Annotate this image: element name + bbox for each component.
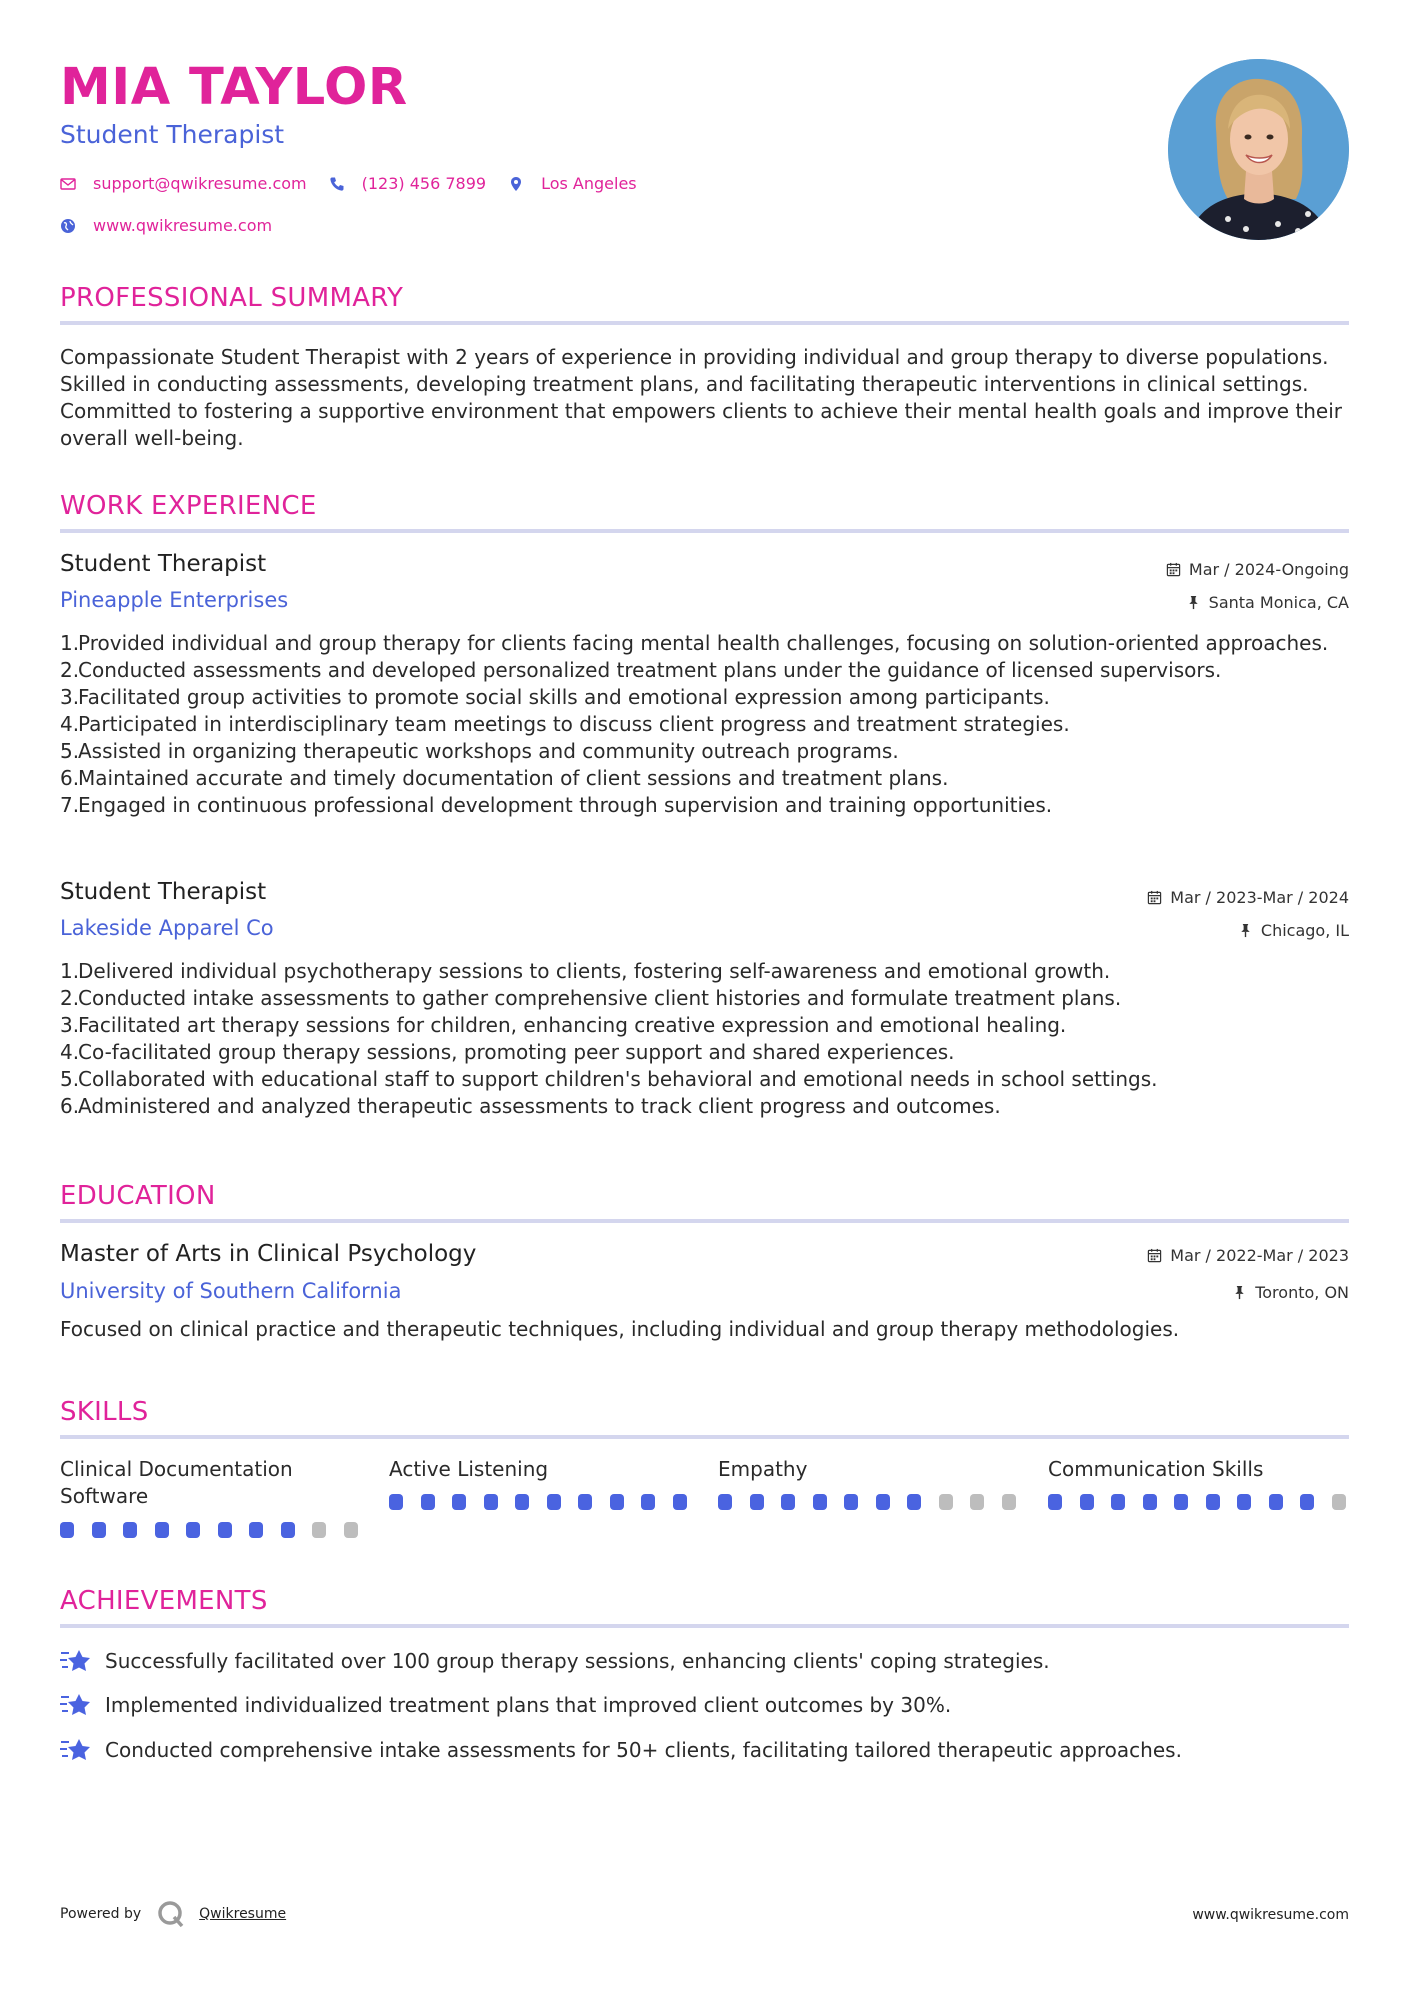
job-location [1186, 593, 1349, 612]
pushpin-icon [1238, 923, 1253, 938]
rating-dot-filled [844, 1494, 858, 1510]
achievement-text: Successfully facilitated over 100 group therapy sessions, enhancing clients' coping strategies. [105, 1649, 1050, 1673]
rating-dot-filled [218, 1522, 232, 1538]
map-pin-icon [508, 176, 524, 192]
rating-dot-filled [1206, 1494, 1220, 1510]
rating-dot-filled [515, 1494, 529, 1510]
skill-name: Empathy [718, 1457, 808, 1481]
rating-dot-empty [939, 1494, 953, 1510]
section-title-achievements: ACHIEVEMENTS [60, 1586, 268, 1616]
job-dates-text: Mar / 2023-Mar / 2024 [1170, 888, 1349, 907]
phone-icon [329, 176, 345, 192]
rating-dot-filled [389, 1494, 403, 1510]
rating-dot-filled [281, 1522, 295, 1538]
section-divider [60, 1624, 1349, 1628]
email-text: support@qwikresume.com [93, 174, 307, 193]
rating-dot-filled [249, 1522, 263, 1538]
rating-dot-filled [1143, 1494, 1157, 1510]
education-location [1232, 1283, 1349, 1302]
section-divider [60, 1219, 1349, 1223]
qwikresume-logo-icon [157, 1900, 185, 1928]
school-name: University of Southern California [60, 1279, 402, 1303]
rating-dot-filled [155, 1522, 169, 1538]
calendar-icon [1147, 1248, 1162, 1263]
website-text: www.qwikresume.com [93, 216, 273, 235]
rating-dot-filled [781, 1494, 795, 1510]
list-item: 3. Facilitated group activities to promote social skills and emotional expression among participants. [60, 685, 1050, 709]
envelope-icon [60, 176, 76, 192]
list-item: 2. Conducted intake assessments to gather comprehensive client histories and formulate treatment plans. [60, 986, 1122, 1010]
job-company: Lakeside Apparel Co [60, 916, 274, 940]
achievement-item [60, 1692, 951, 1718]
skill-name: Communication Skills [1048, 1457, 1264, 1481]
footer-url[interactable]: www.qwikresume.com [1192, 1907, 1349, 1923]
list-item: 2. Conducted assessments and developed personalized treatment plans under the guidance of licensed supervisors. [60, 658, 1222, 682]
section-divider [60, 1435, 1349, 1439]
contact-row-website [60, 216, 294, 235]
rating-dot-filled [750, 1494, 764, 1510]
list-item: 5. Assisted in organizing therapeutic workshops and community outreach programs. [60, 739, 899, 763]
job-bullets [60, 630, 1340, 819]
section-divider [60, 529, 1349, 533]
rating-dot-filled [1300, 1494, 1314, 1510]
section-title-skills: SKILLS [60, 1397, 149, 1427]
star-icon [60, 1648, 92, 1674]
location-text: Los Angeles [541, 174, 637, 193]
rating-dot-filled [186, 1522, 200, 1538]
section-title-work: WORK EXPERIENCE [60, 491, 317, 521]
job-location [1238, 921, 1349, 940]
rating-dot-filled [1080, 1494, 1094, 1510]
list-item: 6. Maintained accurate and timely documentation of client sessions and treatment plans. [60, 766, 949, 790]
contact-location [508, 174, 637, 193]
rating-dot-filled [421, 1494, 435, 1510]
education-description: Focused on clinical practice and therapeutic techniques, including individual and group therapy methodologies. [60, 1317, 1180, 1341]
skill-item [389, 1456, 689, 1483]
section-title-education: EDUCATION [60, 1181, 216, 1211]
job-company: Pineapple Enterprises [60, 588, 289, 612]
rating-dot-filled [1111, 1494, 1125, 1510]
list-item: 3. Facilitated art therapy sessions for children, enhancing creative expression and emotional healing. [60, 1013, 1067, 1037]
rating-dot-empty [344, 1522, 358, 1538]
avatar [1168, 59, 1349, 240]
section-title-summary: PROFESSIONAL SUMMARY [60, 283, 404, 313]
rating-dot-filled [641, 1494, 655, 1510]
skill-rating [389, 1494, 704, 1510]
rating-dot-filled [123, 1522, 137, 1538]
skill-rating [718, 1494, 1033, 1510]
list-item: 5. Collaborated with educational staff to support children's behavioral and emotional needs in school settings. [60, 1067, 1158, 1091]
summary-text: Compassionate Student Therapist with 2 years of experience in providing individual and group therapy to diverse populations. Skilled in conducting assessments, developing treatment plans, and facilitating therapeutic interventions in clinical settings. Committed to fostering a supportive environment that empowers clients to achieve their mental health goals and improve their overall well-being. [60, 345, 1342, 450]
education-dates [1147, 1246, 1349, 1265]
star-icon [60, 1737, 92, 1763]
job-title: Student Therapist [60, 551, 267, 577]
candidate-name: MIA TAYLOR [60, 58, 408, 117]
job-title: Student Therapist [60, 879, 267, 905]
list-item: 1. Provided individual and group therapy for clients facing mental health challenges, focusing on solution-oriented approaches. [60, 631, 1329, 655]
powered-by-label: Powered by [60, 1906, 142, 1922]
job-dates [1166, 560, 1349, 579]
job-bullets [60, 958, 1340, 1120]
pushpin-icon [1232, 1285, 1247, 1300]
phone-text: (123) 456 7899 [361, 174, 487, 193]
section-divider [60, 321, 1349, 325]
skill-rating [60, 1522, 375, 1538]
rating-dot-empty [1332, 1494, 1346, 1510]
contact-website[interactable] [60, 216, 272, 235]
rating-dot-filled [610, 1494, 624, 1510]
rating-dot-filled [1174, 1494, 1188, 1510]
rating-dot-filled [1269, 1494, 1283, 1510]
education-location-text: Toronto, ON [1255, 1283, 1349, 1302]
skill-item [60, 1456, 360, 1510]
rating-dot-empty [312, 1522, 326, 1538]
calendar-icon [1166, 562, 1181, 577]
rating-dot-filled [60, 1522, 74, 1538]
achievement-text: Conducted comprehensive intake assessments for 50+ clients, facilitating tailored therapeutic approaches. [105, 1738, 1182, 1762]
list-item: 7. Engaged in continuous professional development through supervision and training opportunities. [60, 793, 1053, 817]
skill-name: Clinical Documentation Software [60, 1457, 293, 1508]
achievement-text: Implemented individualized treatment plans that improved client outcomes by 30%. [105, 1693, 952, 1717]
rating-dot-filled [673, 1494, 687, 1510]
list-item: 1. Delivered individual psychotherapy sessions to clients, fostering self-awareness and emotional growth. [60, 959, 1111, 983]
contact-email[interactable] [60, 174, 307, 193]
globe-icon [60, 218, 76, 234]
achievement-item [60, 1648, 1050, 1674]
rating-dot-filled [547, 1494, 561, 1510]
list-item: 4. Participated in interdisciplinary team meetings to discuss client progress and treatment strategies. [60, 712, 1070, 736]
job-dates-text: Mar / 2024-Ongoing [1188, 560, 1349, 579]
rating-dot-filled [907, 1494, 921, 1510]
rating-dot-empty [1002, 1494, 1016, 1510]
skill-item [718, 1456, 1018, 1483]
calendar-icon [1147, 890, 1162, 905]
degree-title: Master of Arts in Clinical Psychology [60, 1241, 477, 1267]
rating-dot-filled [718, 1494, 732, 1510]
job-dates [1147, 888, 1349, 907]
list-item: 4. Co-facilitated group therapy sessions, promoting peer support and shared experiences. [60, 1040, 955, 1064]
job-location-text: Chicago, IL [1260, 921, 1349, 940]
rating-dot-filled [92, 1522, 106, 1538]
skill-item [1048, 1456, 1348, 1483]
rating-dot-filled [813, 1494, 827, 1510]
list-item: 6. Administered and analyzed therapeutic assessments to track client progress and outcomes. [60, 1094, 1001, 1118]
rating-dot-filled [1237, 1494, 1251, 1510]
contact-row [60, 174, 659, 193]
achievement-item [60, 1737, 1182, 1763]
rating-dot-filled [484, 1494, 498, 1510]
star-icon [60, 1692, 92, 1718]
rating-dot-filled [578, 1494, 592, 1510]
pushpin-icon [1186, 595, 1201, 610]
rating-dot-filled [1048, 1494, 1062, 1510]
candidate-role: Student Therapist [60, 120, 285, 149]
contact-phone[interactable] [329, 174, 486, 193]
education-dates-text: Mar / 2022-Mar / 2023 [1170, 1246, 1349, 1265]
brand-link[interactable]: Qwikresume [199, 1906, 287, 1922]
job-location-text: Santa Monica, CA [1208, 593, 1349, 612]
rating-dot-filled [452, 1494, 466, 1510]
rating-dot-empty [970, 1494, 984, 1510]
skill-rating [1048, 1494, 1363, 1510]
footer-powered-by [60, 1900, 286, 1928]
rating-dot-filled [876, 1494, 890, 1510]
skill-name: Active Listening [389, 1457, 549, 1481]
